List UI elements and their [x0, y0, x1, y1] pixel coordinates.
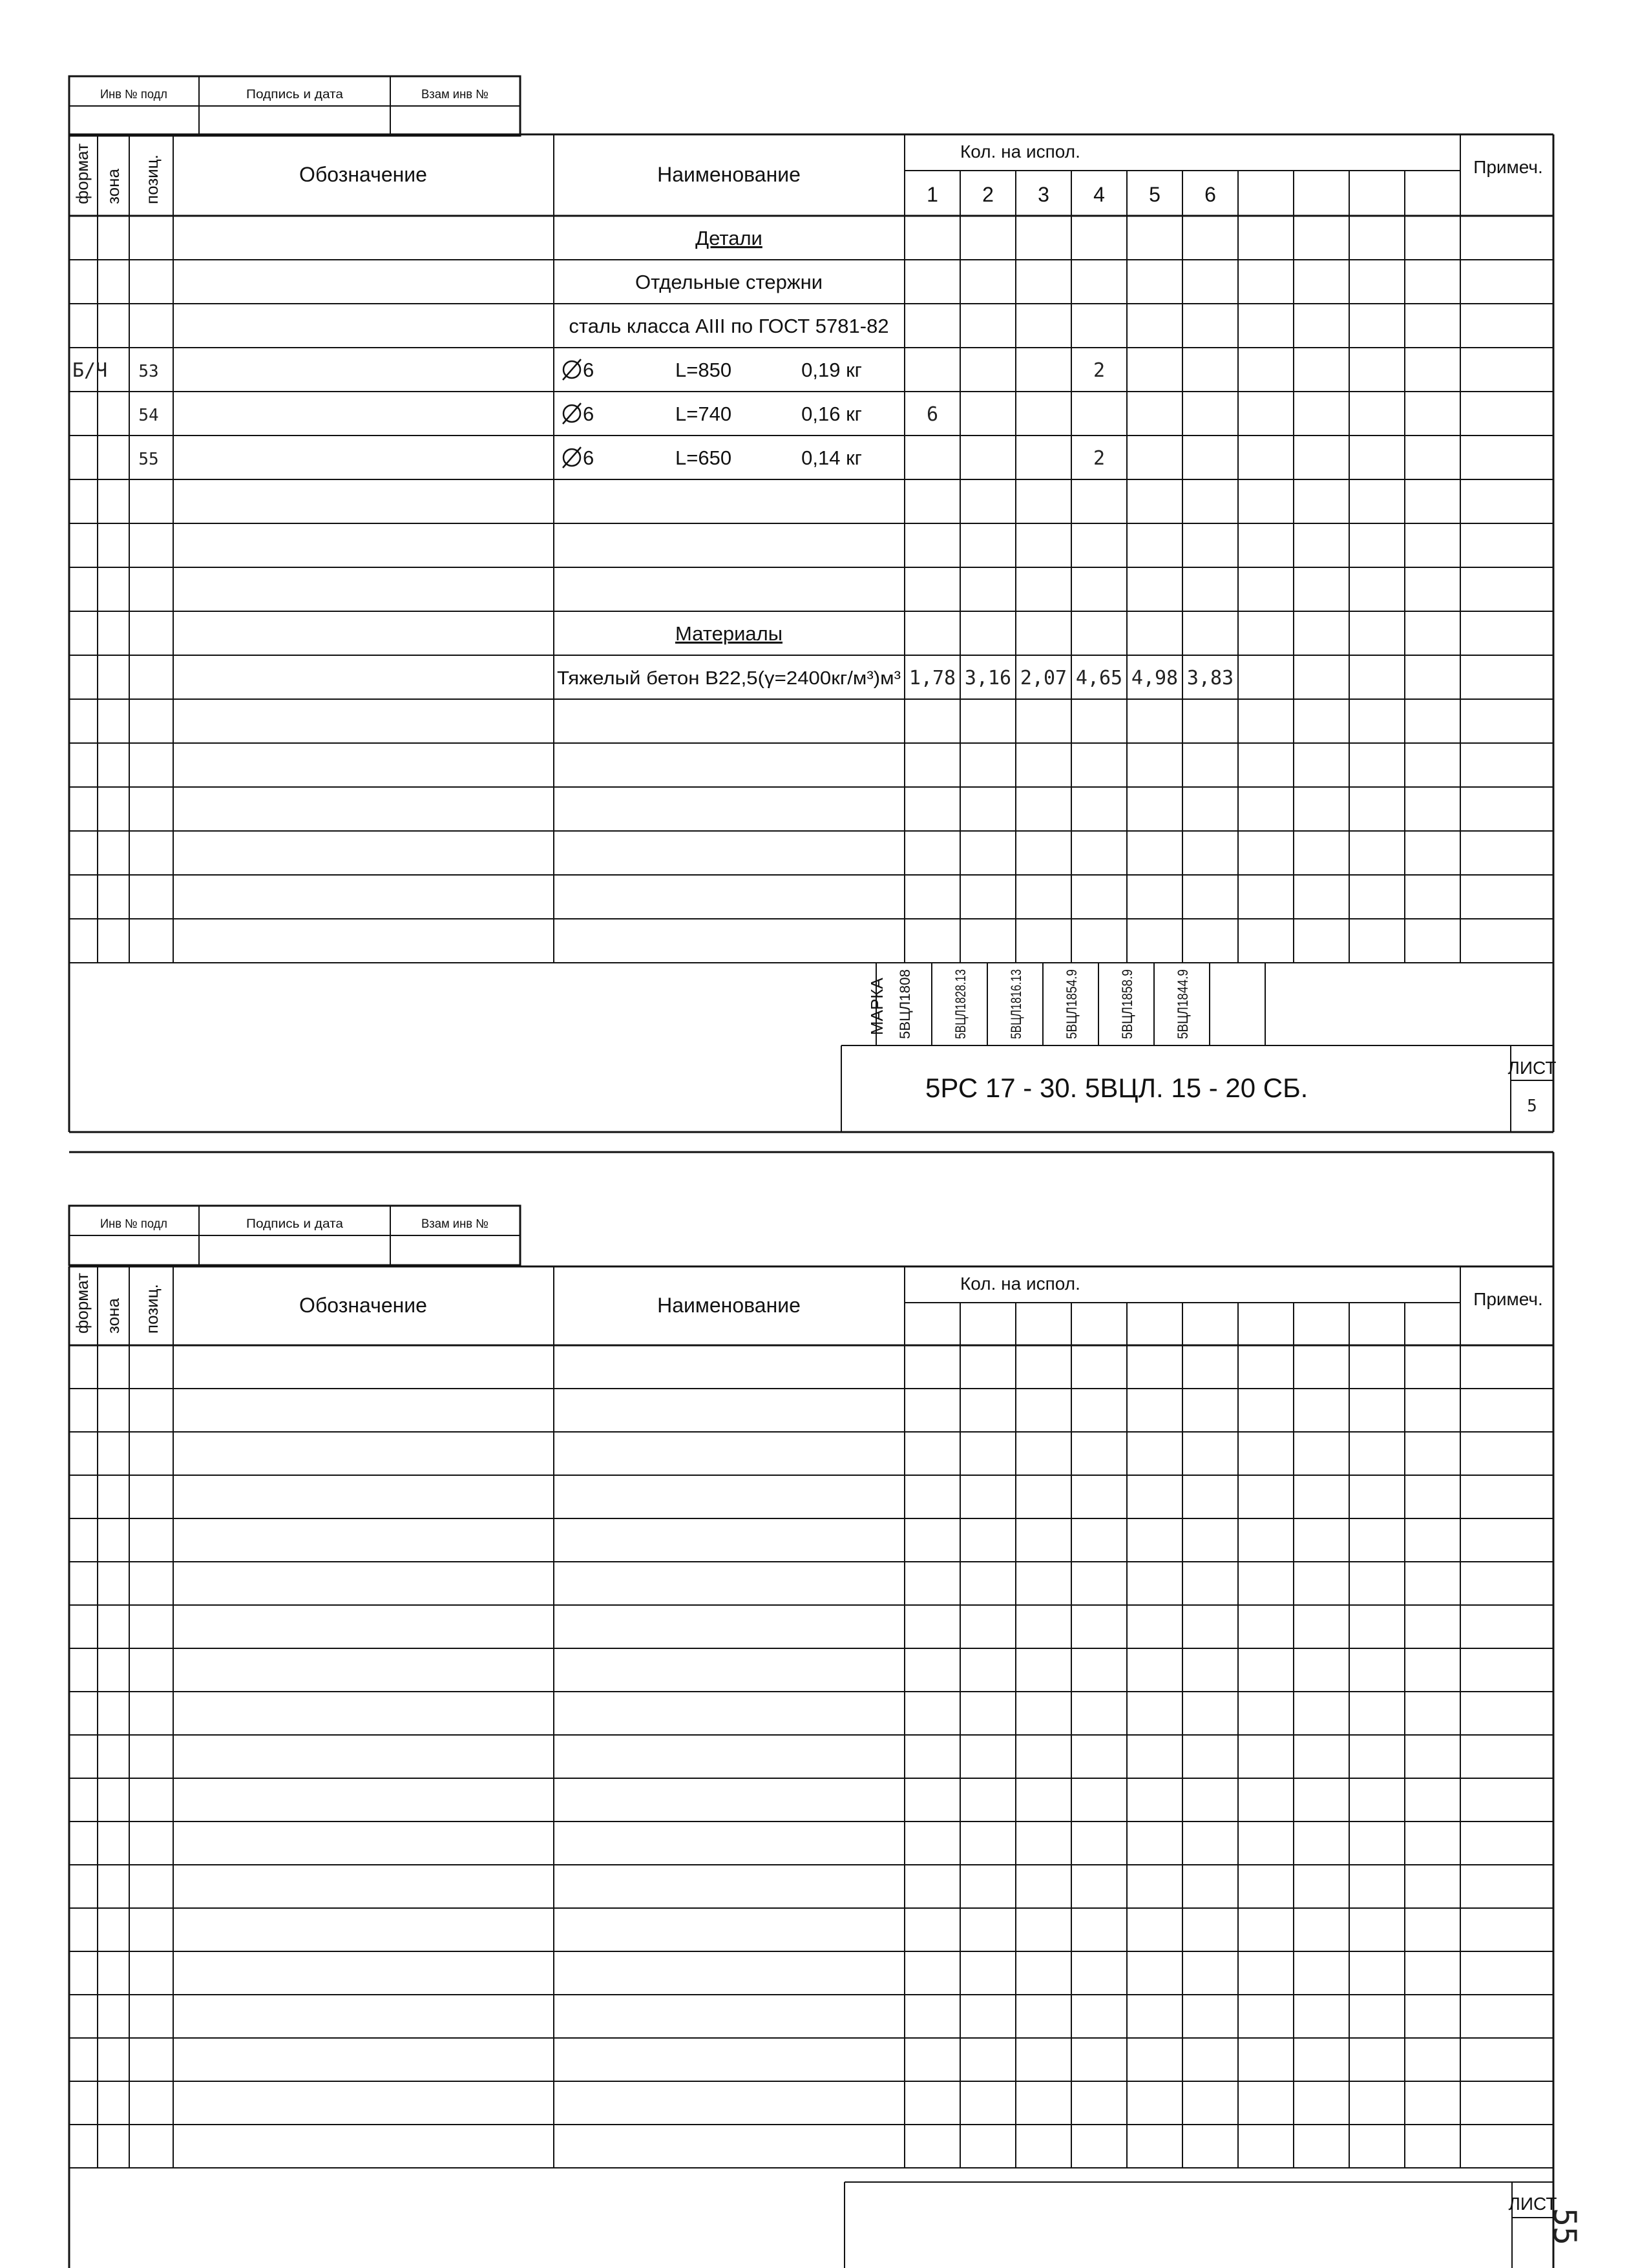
row-diameter: 6 [583, 359, 594, 381]
diameter-icon-slash [563, 359, 581, 380]
row-length: L=650 [675, 446, 732, 469]
row-quantity-2: 3,16 [964, 667, 1012, 689]
mark-4: 5ВЦЛ1854.9 [1064, 958, 1080, 1039]
mark-3: 5ВЦЛ1816.13 [1008, 950, 1024, 1039]
column-number-1: 1 [927, 183, 938, 206]
page-number [1546, 2208, 1582, 2245]
row-diameter: 6 [583, 403, 594, 425]
specification-sheet-top [69, 76, 1556, 1152]
row-position: 53 [138, 362, 159, 381]
header-notes: Примеч. [1473, 1289, 1543, 1309]
column-number-2: 2 [982, 183, 994, 206]
header-zone: зона [103, 169, 123, 204]
header-name: Наименование [657, 163, 801, 186]
header-quantity: Кол. на испол. [960, 1274, 1080, 1294]
header-quantity: Кол. на испол. [960, 142, 1080, 162]
row-quantity-1: 1,78 [909, 667, 956, 689]
row-name: Тяжелый бетон B22,5(γ=2400кг/м³)м³ [557, 668, 901, 689]
row-quantity-4: 2 [1093, 447, 1106, 470]
row-name: Отдельные стержни [635, 271, 823, 293]
row-length: L=850 [675, 359, 732, 381]
marka-label: МАРКА [867, 978, 887, 1035]
row-length: L=740 [675, 403, 732, 425]
list-label: ЛИСТ [1508, 2194, 1557, 2214]
row-format: Б/Ч [72, 359, 108, 382]
column-number-4: 4 [1093, 183, 1105, 206]
stamp-replace-label: Взам инв № [421, 1217, 488, 1231]
row-position: 54 [138, 406, 159, 425]
header-format: формат [72, 143, 92, 204]
document-code: 5РС 17 - 30. 5ВЦЛ. 15 - 20 СБ. [925, 1073, 1308, 1103]
header-zone: зона [103, 1298, 123, 1334]
header-position: позиц. [142, 1284, 162, 1334]
header-position: позиц. [142, 154, 162, 204]
stamp-inv-label: Инв № подл [100, 1217, 167, 1231]
column-number-3: 3 [1038, 183, 1049, 206]
list-number: 5 [1527, 1097, 1537, 1116]
diameter-icon-slash [563, 447, 581, 468]
column-number-6: 6 [1204, 183, 1216, 206]
stamp-inv-label: Инв № подл [100, 88, 167, 101]
row-quantity-1: 6 [926, 403, 939, 426]
column-number-5: 5 [1149, 183, 1161, 206]
stamp-signature-label: Подпись и дата [246, 88, 344, 101]
row-quantity-3: 2,07 [1020, 667, 1067, 689]
row-diameter: 6 [583, 446, 594, 469]
header-designation: Обозначение [299, 1294, 427, 1317]
header-notes: Примеч. [1473, 157, 1543, 177]
specification-sheet-bottom [69, 1152, 1557, 2268]
row-name: Материалы [675, 622, 782, 645]
row-quantity-4: 2 [1093, 359, 1106, 382]
row-name: сталь класса AIII по ГОСТ 5781-82 [569, 315, 889, 337]
header-name: Наименование [657, 1294, 801, 1317]
stamp-signature-label: Подпись и дата [246, 1217, 344, 1231]
mark-5: 5ВЦЛ1858.9 [1119, 958, 1135, 1039]
row-mass: 0,19 кг [801, 359, 862, 381]
row-quantity-5: 4,98 [1131, 667, 1179, 689]
header-designation: Обозначение [299, 163, 427, 186]
mark-1: 5ВЦЛ1808 [897, 970, 913, 1039]
mark-2: 5ВЦЛ1828.13 [952, 950, 969, 1039]
diameter-icon-slash [563, 403, 581, 424]
row-position: 55 [138, 450, 159, 469]
stamp-replace-label: Взам инв № [421, 88, 488, 101]
header-format: формат [72, 1273, 92, 1334]
row-mass: 0,14 кг [801, 446, 862, 469]
row-quantity-4: 4,65 [1075, 667, 1123, 689]
mark-6: 5ВЦЛ1844.9 [1175, 958, 1191, 1039]
row-mass: 0,16 кг [801, 403, 862, 425]
row-quantity-6: 3,83 [1186, 667, 1234, 689]
page-number-text: 55 [1546, 2208, 1582, 2245]
list-label: ЛИСТ [1507, 1058, 1557, 1078]
row-name: Детали [695, 227, 762, 249]
